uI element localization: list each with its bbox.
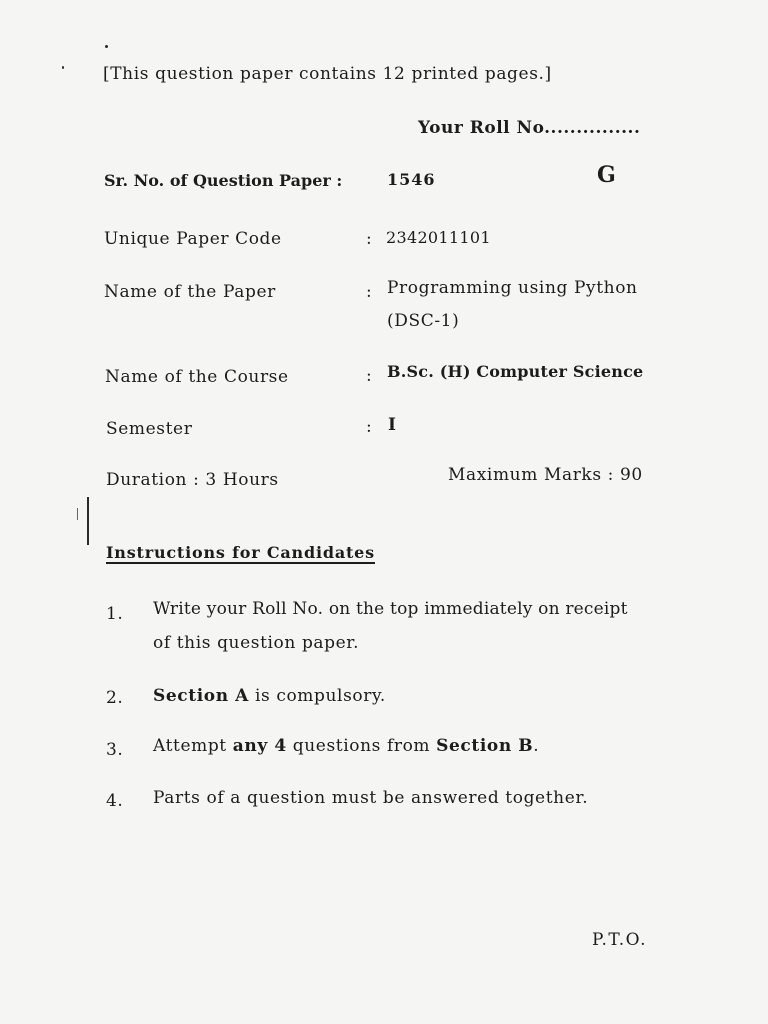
semester-value: I [388,415,396,435]
speck-mark [62,66,64,69]
instruction-text-rest: is compulsory. [248,686,386,706]
course-name-value: B.Sc. (H) Computer Science [387,362,644,381]
course-name-label: Name of the Course [105,367,289,387]
instruction-text [153,686,386,706]
instruction-text: Parts of a question must be answered together. [153,788,589,808]
paper-set-letter: G [597,162,616,188]
pages-note: [This question paper contains 12 printed pages.] [103,64,552,84]
please-turn-over: P.T.O. [592,930,647,950]
paper-name-value: Programming using Python [387,278,638,298]
semester-label: Semester [106,419,193,439]
semester-separator: : [366,417,373,437]
any-four-emphasis: any 4 [232,736,287,756]
instruction-text-post: . [533,736,540,756]
paper-name-label: Name of the Paper [104,282,276,302]
margin-tick-mark [77,508,78,520]
unique-code-label: Unique Paper Code [104,229,282,249]
speck-mark [105,45,108,48]
roll-number-line: Your Roll No............... [418,118,641,138]
duration: Duration : 3 Hours [106,470,279,490]
instruction-number: 3. [106,740,124,760]
instruction-number: 2. [106,688,124,708]
instruction-text: Write your Roll No. on the top immediately on receipt [153,599,628,619]
paper-name-value-cont: (DSC-1) [387,311,460,331]
instruction-text-cont: of this question paper. [153,633,360,653]
instruction-number: 1. [106,604,124,624]
sr-no-value: 1546 [387,170,436,189]
section-a-emphasis: Section A [153,686,249,706]
maximum-marks: Maximum Marks : 90 [448,465,643,485]
instruction-text [153,736,539,756]
instruction-number: 4. [106,791,124,811]
instruction-text-mid: questions from [286,736,437,756]
instruction-text-pre: Attempt [153,736,233,756]
section-b-emphasis: Section B [436,736,534,756]
paper-name-separator: : [366,282,373,302]
unique-code-value: 2342011101 [386,228,491,247]
instructions-heading: Instructions for Candidates [106,543,375,562]
course-name-separator: : [366,366,373,386]
margin-line-mark [87,497,89,545]
unique-code-separator: : [366,229,373,249]
sr-no-label: Sr. No. of Question Paper : [104,171,343,190]
